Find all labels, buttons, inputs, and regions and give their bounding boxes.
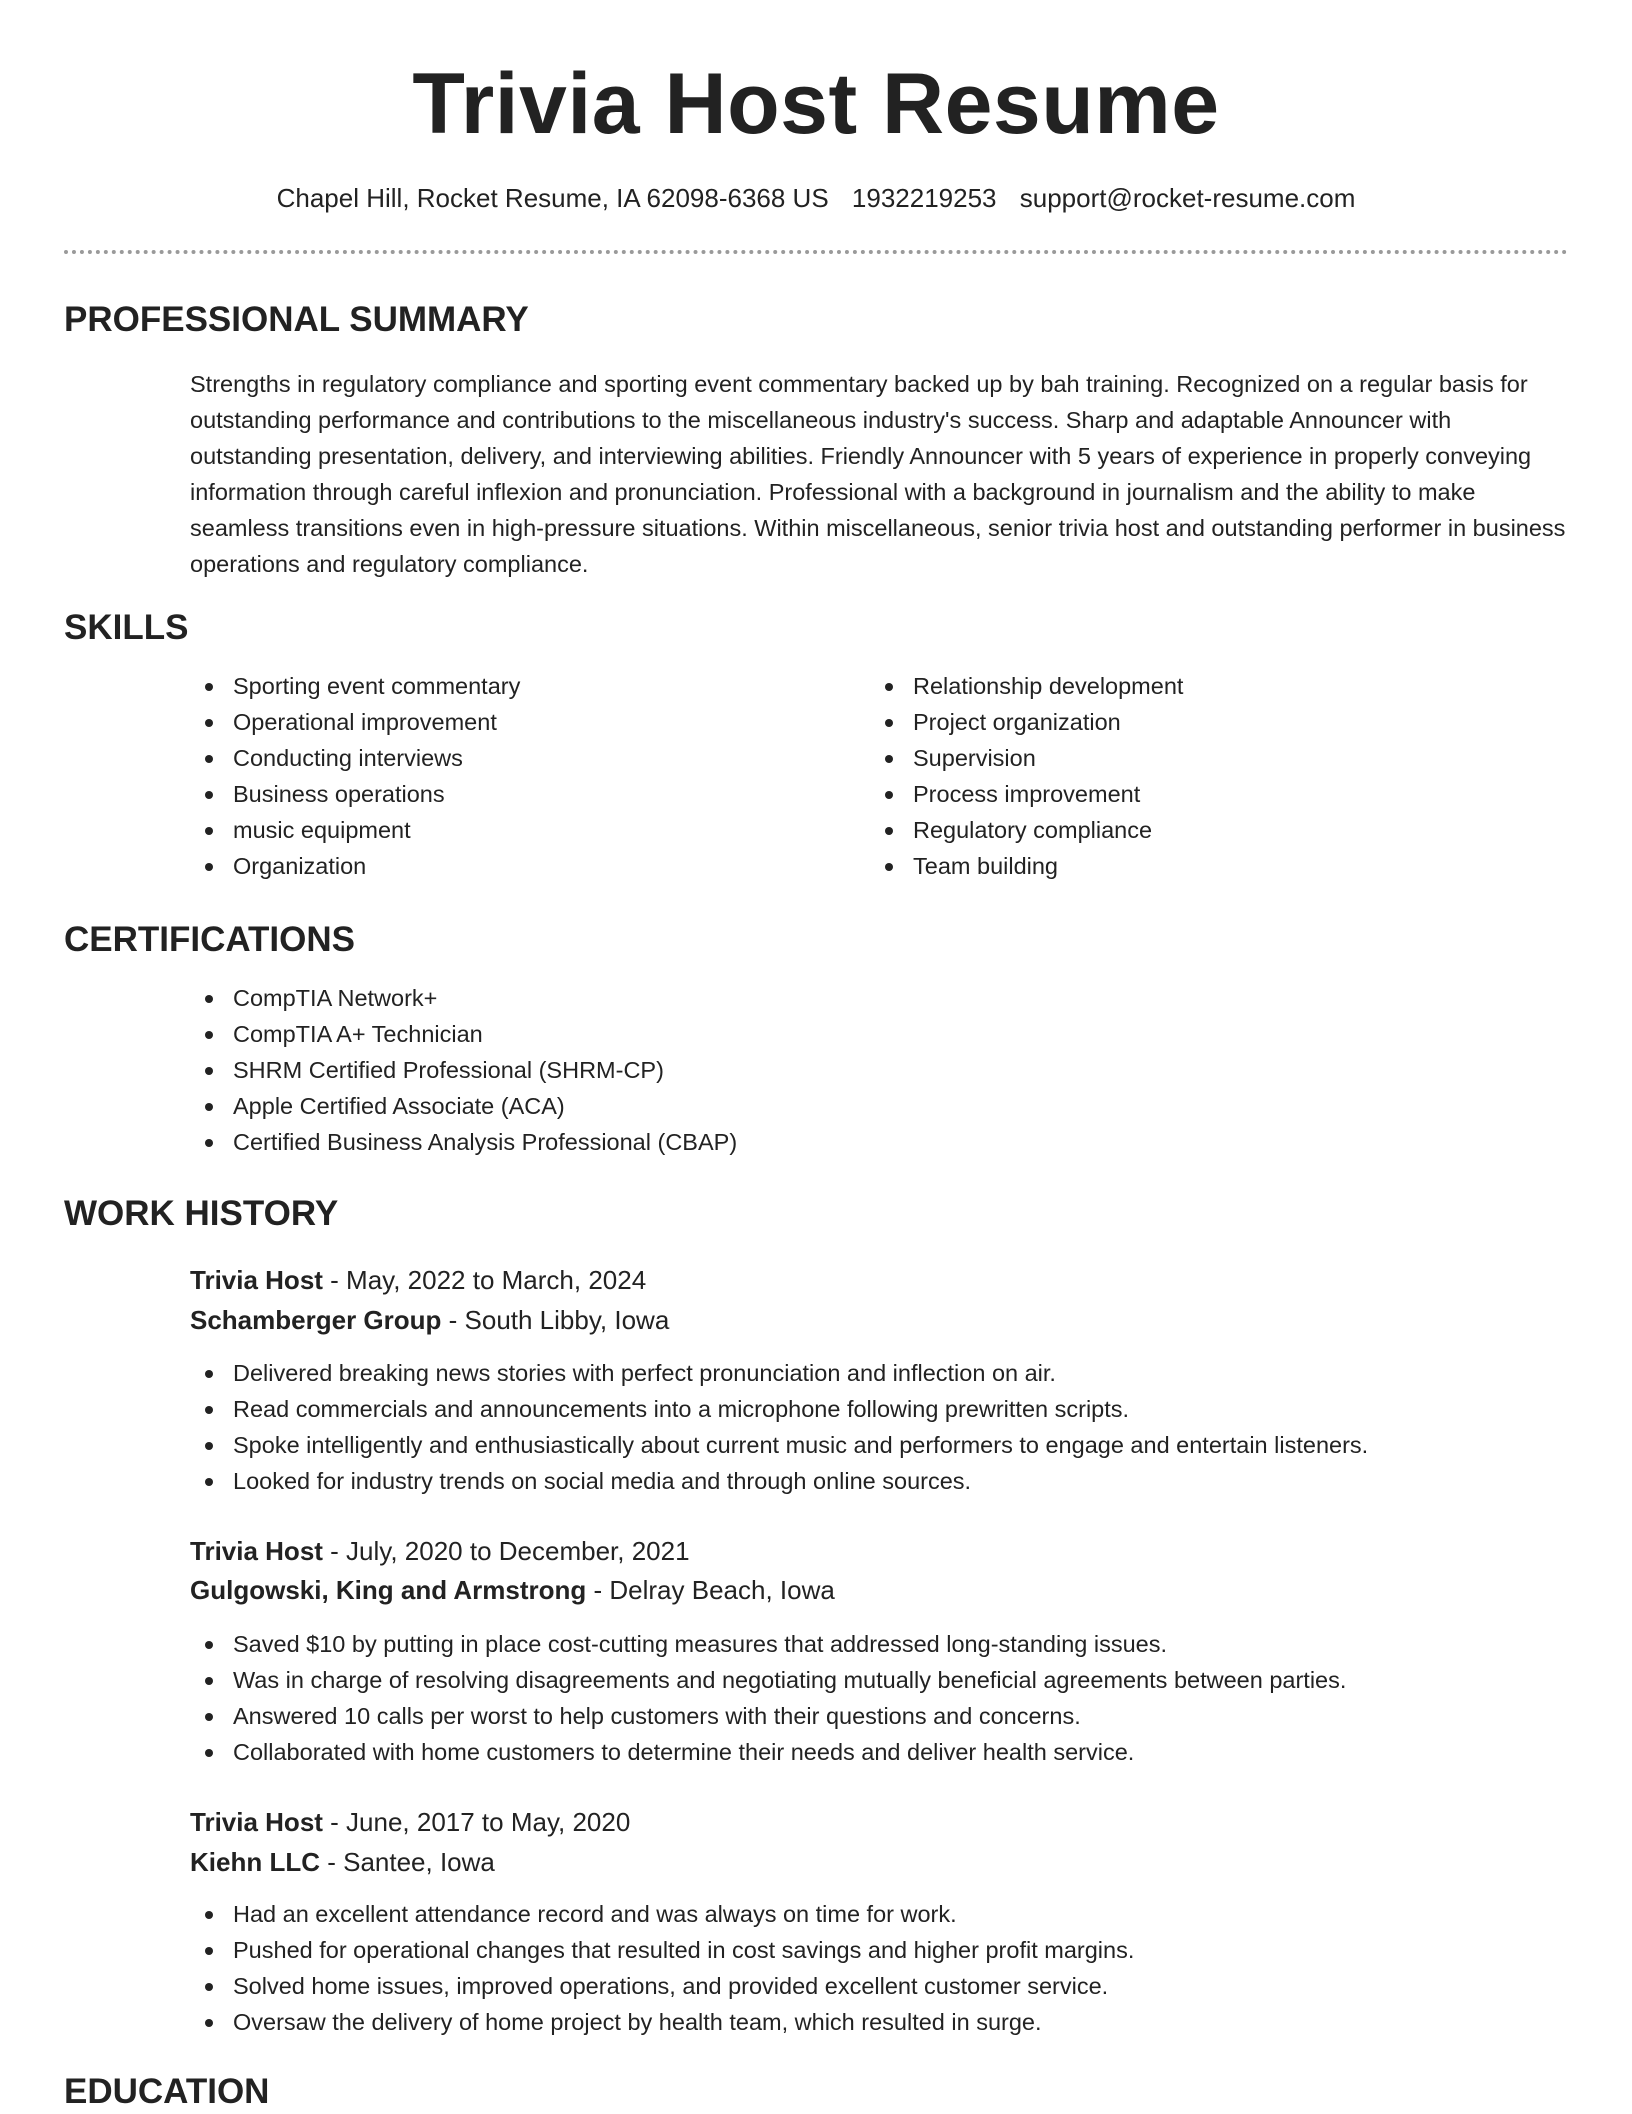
list-item: Project organization (870, 704, 1183, 740)
list-item: Organization (190, 848, 520, 884)
list-item: Read commercials and announcements into a microphone following prewritten scripts. (190, 1391, 1368, 1427)
contact-address: Chapel Hill, Rocket Resume, IA 62098-6368 US (276, 183, 829, 213)
job-role: Trivia Host (190, 1807, 323, 1837)
section-title-skills: SKILLS (64, 608, 189, 647)
list-item: Collaborated with home customers to determine their needs and deliver health service. (190, 1734, 1346, 1770)
section-title-work-history: WORK HISTORY (64, 1194, 339, 1233)
certifications-list (190, 980, 737, 1160)
list-item: Looked for industry trends on social media and through online sources. (190, 1463, 1368, 1499)
skills-list-left (190, 668, 520, 884)
contact-email: support@rocket-resume.com (1019, 183, 1356, 213)
list-item: Delivered breaking news stories with perfect pronunciation and inflection on air. (190, 1355, 1368, 1391)
job-company: Schamberger Group (190, 1305, 442, 1335)
list-item: SHRM Certified Professional (SHRM-CP) (190, 1052, 737, 1088)
list-item: Conducting interviews (190, 740, 520, 776)
list-item: Team building (870, 848, 1183, 884)
job-role: Trivia Host (190, 1536, 323, 1566)
list-item: music equipment (190, 812, 520, 848)
job-company-line (190, 1844, 495, 1880)
job-title-line (190, 1804, 630, 1840)
list-item: Answered 10 calls per worst to help customers with their questions and concerns. (190, 1698, 1346, 1734)
job-role: Trivia Host (190, 1265, 323, 1295)
job-company-line (190, 1572, 835, 1608)
job-company: Gulgowski, King and Armstrong (190, 1575, 587, 1605)
job-dates: - July, 2020 to December, 2021 (322, 1536, 690, 1566)
job-bullets (190, 1626, 1346, 1770)
list-item: Had an excellent attendance record and was always on time for work. (190, 1896, 1134, 1932)
list-item: Business operations (190, 776, 520, 812)
list-item: Spoke intelligently and enthusiastically about current music and performers to engage and entertain listeners. (190, 1427, 1368, 1463)
list-item: Process improvement (870, 776, 1183, 812)
job-bullets (190, 1355, 1368, 1499)
job-location: - Delray Beach, Iowa (586, 1575, 835, 1605)
list-item: Saved $10 by putting in place cost-cutting measures that addressed long-standing issues. (190, 1626, 1346, 1662)
list-item: Solved home issues, improved operations, and provided excellent customer service. (190, 1968, 1134, 2004)
job-title-line (190, 1262, 646, 1298)
header-divider (64, 250, 1568, 254)
list-item: Sporting event commentary (190, 668, 520, 704)
job-location: - Santee, Iowa (320, 1847, 495, 1877)
list-item: Certified Business Analysis Professional (CBAP) (190, 1124, 737, 1160)
skills-list-right (870, 668, 1183, 884)
section-title-education: EDUCATION (64, 2072, 270, 2111)
section-title-certifications: CERTIFICATIONS (64, 920, 356, 959)
job-company-line (190, 1302, 669, 1338)
job-location: - South Libby, Iowa (441, 1305, 670, 1335)
contact-phone: 1932219253 (851, 183, 997, 213)
job-dates: - June, 2017 to May, 2020 (322, 1807, 631, 1837)
resume-title: Trivia Host Resume (412, 56, 1220, 152)
list-item: Operational improvement (190, 704, 520, 740)
list-item: Supervision (870, 740, 1183, 776)
list-item: Apple Certified Associate (ACA) (190, 1088, 737, 1124)
job-company: Kiehn LLC (190, 1847, 320, 1877)
list-item: Was in charge of resolving disagreements and negotiating mutually beneficial agreements between parties. (190, 1662, 1346, 1698)
list-item: CompTIA A+ Technician (190, 1016, 737, 1052)
contact-line (0, 182, 1632, 214)
section-title-summary: PROFESSIONAL SUMMARY (64, 300, 529, 339)
job-title-line (190, 1533, 690, 1569)
list-item: CompTIA Network+ (190, 980, 737, 1016)
summary-text: Strengths in regulatory compliance and sporting event commentary backed up by bah training. Recognized on a regular basis for outstanding performance and contributions to the miscellaneous industry's success. Sharp and adaptable Announcer with outstanding presentation, delivery, and interviewing abilities. Friendly Announcer with 5 years of experience in properly conveying information through careful inflexion and pronunciation. Professional with a background in journalism and the ability to make seamless transitions even in high-pressure situations. Within miscellaneous, senior trivia host and outstanding performer in business operations and regulatory compliance. (190, 371, 1566, 577)
job-bullets (190, 1896, 1134, 2040)
list-item: Oversaw the delivery of home project by health team, which resulted in surge. (190, 2004, 1134, 2040)
list-item: Regulatory compliance (870, 812, 1183, 848)
list-item: Pushed for operational changes that resulted in cost savings and higher profit margins. (190, 1932, 1134, 1968)
list-item: Relationship development (870, 668, 1183, 704)
job-dates: - May, 2022 to March, 2024 (322, 1265, 647, 1295)
